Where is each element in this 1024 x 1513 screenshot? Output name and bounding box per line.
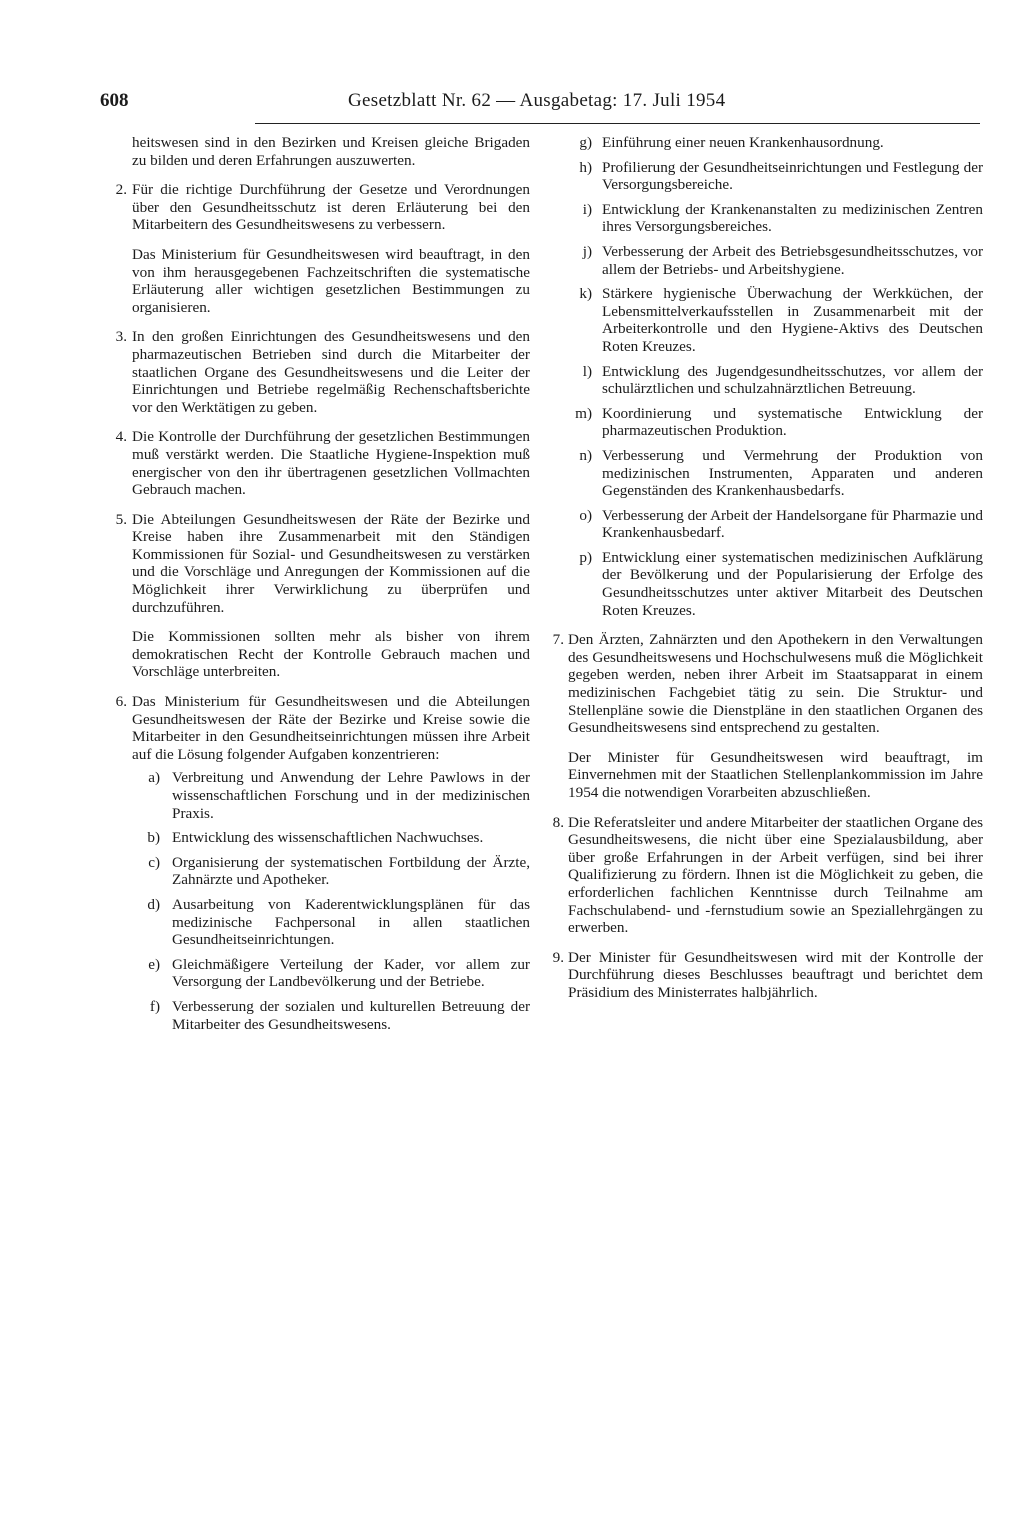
item-text: Gleichmäßigere Verteilung der Kader, vor allem zur Versorgung der Landbevölkerung und der Betriebe. (172, 955, 530, 991)
item-text: Entwicklung einer systematischen medizinischen Aufklärung der Bevölkerung und der Popularisierung der Erfolge des Gesundheitsschutzes unter aktiver Mitarbeit des Deutschen Roten Kreuzes. (602, 548, 983, 619)
task-item-f (132, 998, 530, 1033)
item-letter: k ) (548, 285, 598, 303)
item-text: Entwicklung der Krankenanstalten zu medizinischen Zentren ihres Versorgungsbereiches. (602, 200, 983, 236)
item-text: Verbesserung der sozialen und kulturellen Betreuung der Mitarbeiter des Gesundheitswesens. (172, 997, 530, 1033)
task-item-j (548, 243, 983, 278)
item-text: Verbesserung der Arbeit des Betriebsgesundheitsschutzes, vor allem der Betriebs- und Arbeitshygiene. (602, 242, 983, 278)
paragraph-text: Den Ärzten, Zahnärzten und den Apothekern in den Verwaltungen des Gesundheitswesens und Hochschulwesens muß die Möglichkeit gegeben werden, neben ihrer Arbeit im Staatsapparat in einem medizinischen Fachgebiet tätig zu sein. Die Struktur- und Stellenpläne sowie die Dienstpläne in den staatlichen Organen des Gesundheitswesens sind entsprechend zu gestalten. (568, 631, 983, 737)
item-letter: h ) (548, 159, 598, 177)
task-item-g (548, 134, 983, 152)
paragraph-5-sub: Die Kommissionen sollten mehr als bisher von ihrem demokratischen Recht der Kontrolle Gebrauch machen und Vorschläge unterbreiten. (132, 628, 530, 681)
paragraph-9 (548, 949, 983, 1002)
header-rule (255, 123, 980, 124)
paragraph-text: Der Minister für Gesundheitswesen wird mit der Kontrolle der Durchführung dieses Beschlusses beauftragt und berichtet dem Präsidium des Ministerrates halbjährlich. (568, 948, 983, 1001)
paragraph-5 (105, 511, 530, 617)
task-item-e (132, 956, 530, 991)
item-letter: i ) (548, 201, 598, 219)
paragraph-text: Die Referatsleiter und andere Mitarbeiter der staatlichen Organe des Gesundheitswesens, die nicht über eine Spezialausbildung, aber über große Erfahrungen in der Arbeit verfügen, sind bei ihrer Qualifizierung zu fördern. Ihnen ist die Möglichkeit zu geben, die erforderlichen fachlichen Kenntnisse durch Teilnahme am Fachschulabend- und -fernstudium sowie an Speziallehrgängen zu erwerben. (568, 813, 983, 937)
paragraph-number: 8 . (548, 814, 564, 832)
paragraph-6 (105, 693, 530, 1033)
paragraph-number: 2 . (105, 181, 127, 199)
item-text: Profilierung der Gesundheitseinrichtungen und Festlegung der Versorgungsbereiche. (602, 158, 983, 194)
continued-paragraph: heitswesen sind in den Bezirken und Kreisen gleiche Brigaden zu bilden und deren Erfahrungen auszuwerten. (132, 134, 530, 169)
paragraph-8 (548, 814, 983, 937)
paragraph-number: 4 . (105, 428, 127, 446)
item-letter: o ) (548, 507, 598, 525)
item-text: Einführung einer neuen Krankenhausordnung. (602, 134, 884, 151)
item-letter: a ) (132, 769, 166, 787)
item-text: Verbesserung der Arbeit der Handelsorgane für Pharmazie und Krankenhausbedarf. (602, 506, 983, 542)
paragraph-7 (548, 631, 983, 737)
item-letter: p ) (548, 549, 598, 567)
paragraph-text: Die Abteilungen Gesundheitswesen der Räte der Bezirke und Kreise haben ihre Zusammenarbeit mit den Ständigen Kommissionen für Sozial- und Gesundheitswesen zu verstärken und die Vorschläge und Anregungen der Kommissionen auf die Möglichkeit ihrer Verwirklichung zu überprüfen und durchzuführen. (132, 510, 530, 616)
paragraph-2 (105, 181, 530, 234)
paragraph-4 (105, 428, 530, 498)
item-text: Koordinierung und systematische Entwicklung der pharmazeutischen Produktion. (602, 404, 983, 440)
task-item-a (132, 769, 530, 822)
paragraph-3 (105, 328, 530, 416)
item-text: Verbreitung und Anwendung der Lehre Pawlows in der wissenschaftlichen Forschung und in der medizinischen Praxis. (172, 769, 530, 822)
item-text: Ausarbeitung von Kaderentwicklungsplänen für das medizinische Fachpersonal in allen staatlichen Gesundheitseinrichtungen. (172, 895, 530, 949)
task-item-k (548, 285, 983, 355)
task-list-continued (548, 134, 983, 619)
paragraph-number: 3 . (105, 328, 127, 346)
paragraph-text: Das Ministerium für Gesundheitswesen und die Abteilungen Gesundheitswesen der Räte der Bezirke und Kreise sowie die Mitarbeiter in den Gesundheitseinrichtungen müssen ihre Arbeit auf die Lösung folgender Aufgaben konzentrieren: (132, 693, 530, 763)
task-item-n (548, 447, 983, 500)
item-letter: m ) (548, 405, 598, 423)
paragraph-number: 9 . (548, 949, 564, 967)
task-item-o (548, 507, 983, 542)
item-letter: n ) (548, 447, 598, 465)
item-letter: d ) (132, 896, 166, 914)
page-header (100, 90, 980, 116)
item-text: Entwicklung des Jugendgesundheitsschutzes, vor allem der schulärztlichen und schulzahnärztlichen Betreuung. (602, 362, 983, 398)
item-text: Stärkere hygienische Überwachung der Werkküchen, der Lebensmittelverkaufsstellen in Zusammenarbeit mit der Arbeiterkontrolle und den Hygiene-Aktivs des Deutschen Roten Kreuzes. (602, 285, 983, 355)
right-column (548, 134, 983, 1014)
task-item-m (548, 405, 983, 440)
paragraph-2-sub: Das Ministerium für Gesundheitswesen wird beauftragt, in den von ihm herausgegebenen Fachzeitschriften die systematische Erläuterung aller wichtigen gesetzlichen Bestimmungen zu organisieren. (132, 245, 530, 316)
item-letter: f ) (132, 998, 166, 1016)
running-title: Gesetzblatt Nr. 62 — Ausgabetag: 17. Juli 1954 (348, 90, 726, 111)
task-item-p (548, 549, 983, 619)
item-letter: b ) (132, 829, 166, 847)
item-text: Entwicklung des wissenschaftlichen Nachwuchses. (172, 829, 484, 847)
paragraph-number: 6 . (105, 693, 127, 711)
paragraph-text: Die Kontrolle der Durchführung der gesetzlichen Bestimmungen muß verstärkt werden. Die Staatliche Hygiene-Inspektion muß energischer von den ihr übertragenen gesetzlichen Vollmachten Gebrauch machen. (132, 428, 530, 499)
task-list (132, 769, 530, 1033)
item-letter: j ) (548, 243, 598, 261)
item-letter: c ) (132, 854, 166, 872)
paragraph-7-sub: Der Minister für Gesundheitswesen wird beauftragt, im Einvernehmen mit der Staatlichen Stellenplankommission im Jahre 1954 die notwendigen Vorarbeiten abzuschließen. (568, 748, 983, 801)
item-letter: g ) (548, 134, 598, 152)
task-item-b (132, 829, 530, 847)
page-number: 608 (100, 90, 129, 111)
paragraph-number: 5 . (105, 511, 127, 529)
left-column (105, 134, 530, 1045)
task-item-d (132, 896, 530, 949)
task-item-h (548, 159, 983, 194)
paragraph-text: In den großen Einrichtungen des Gesundheitswesens und den pharmazeutischen Betrieben sind durch die Mitarbeiter der staatlichen Organe des Gesundheitswesens und die Leiter der Einrichtungen und Betriebe regelmäßig Rechenschaftsberichte vor den Werktätigen zu geben. (132, 328, 530, 416)
item-letter: e ) (132, 956, 166, 974)
task-item-c (132, 854, 530, 889)
item-text: Verbesserung und Vermehrung der Produktion von medizinischen Instrumenten, Apparaten und anderen Gegenständen des Krankenhausbedarfs. (602, 446, 983, 500)
task-item-l (548, 363, 983, 398)
item-letter: l ) (548, 363, 598, 381)
task-item-i (548, 201, 983, 236)
item-text: Organisierung der systematischen Fortbildung der Ärzte, Zahnärzte und Apotheker. (172, 853, 530, 889)
paragraph-text: Für die richtige Durchführung der Gesetze und Verordnungen über den Gesundheitsschutz ist deren Erläuterung bei den Mitarbeitern des Gesundheitswesens zu verbessern. (132, 181, 530, 234)
paragraph-number: 7 . (548, 631, 564, 649)
